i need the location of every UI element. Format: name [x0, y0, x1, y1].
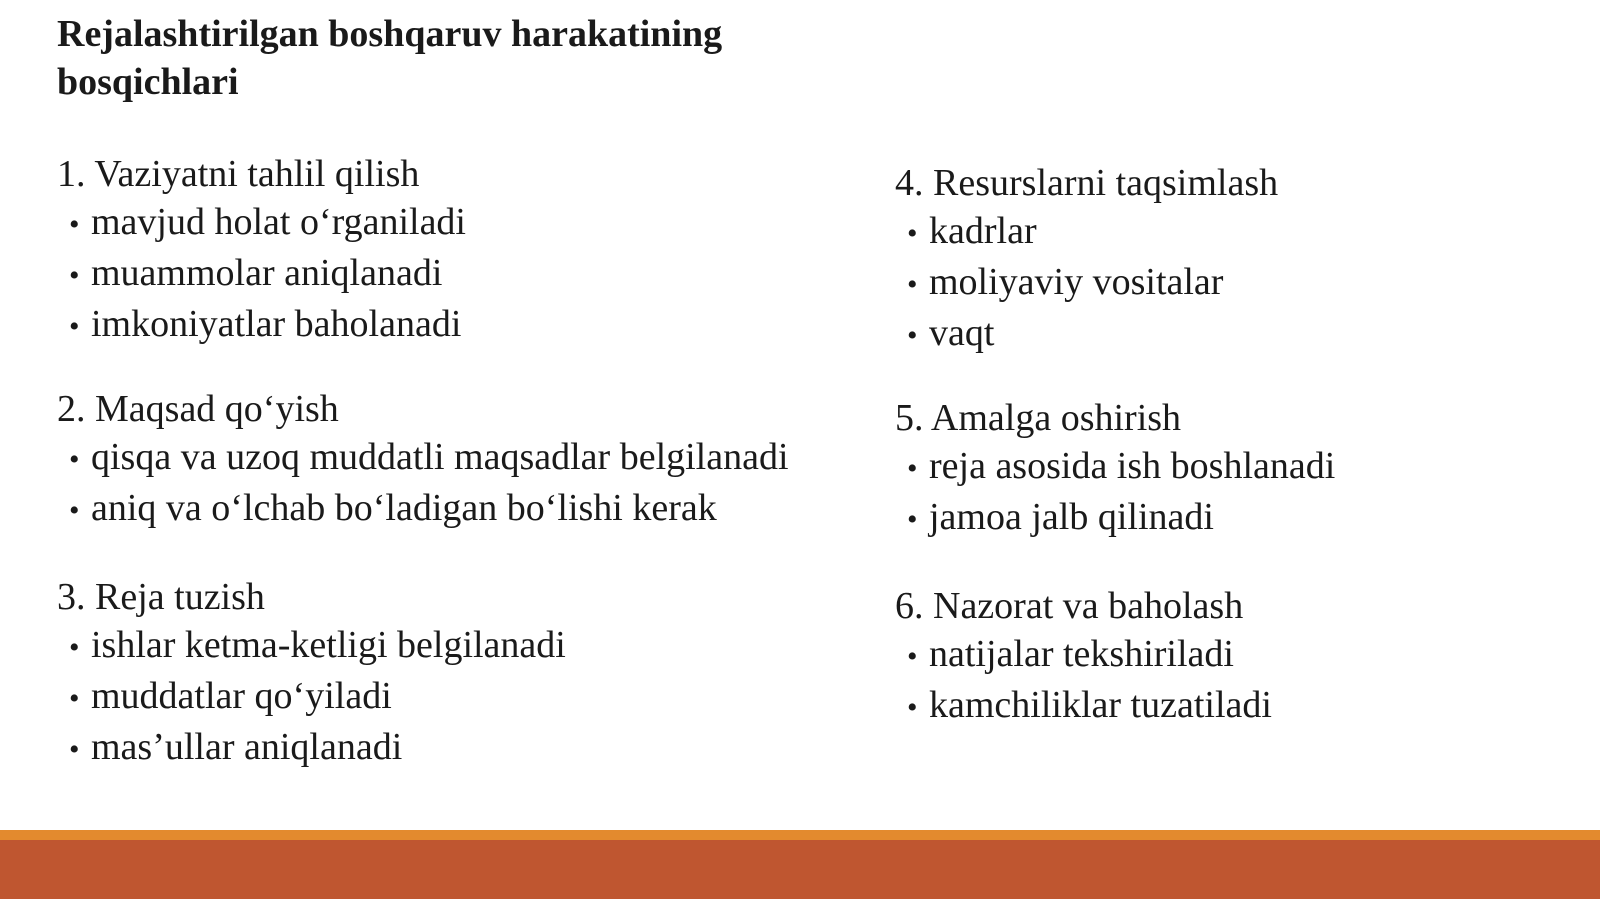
list-item-text: muammolar aniqlanadi [91, 252, 443, 294]
list-item [895, 681, 1555, 732]
bullet-icon: • [69, 494, 80, 527]
list-item-text: aniq va o‘lchab bo‘ladigan bo‘lishi kerak [91, 487, 717, 529]
list-item [57, 723, 847, 774]
section-1 [57, 150, 847, 351]
list-item-text: kamchiliklar tuzatiladi [929, 684, 1272, 726]
list-item [895, 207, 1555, 258]
list-item [57, 249, 847, 300]
list-item-text: vaqt [929, 312, 995, 354]
bullet-icon: • [907, 452, 918, 485]
list-item-text: muddatlar qo‘yiladi [91, 675, 392, 717]
list-item [57, 433, 847, 484]
bullet-icon: • [907, 691, 918, 724]
list-item [895, 493, 1555, 544]
footer-band [0, 840, 1600, 899]
section-heading: 3. Reja tuzish [57, 576, 265, 618]
section-4 [895, 159, 1555, 360]
list-item-text: jamoa jalb qilinadi [929, 496, 1214, 538]
list-item [57, 300, 847, 351]
bullet-icon: • [69, 682, 80, 715]
section-3 [57, 573, 847, 774]
list-item-text: qisqa va uzoq muddatli maqsadlar belgilanadi [91, 436, 789, 478]
list-item [57, 484, 847, 535]
bullet-icon: • [69, 310, 80, 343]
section-heading: 4. Resurslarni taqsimlash [895, 162, 1279, 204]
bullet-list [57, 198, 847, 351]
list-item [57, 198, 847, 249]
bullet-list [895, 442, 1555, 544]
list-item-text: mavjud holat o‘rganiladi [91, 201, 466, 243]
bullet-icon: • [69, 443, 80, 476]
list-item-text: ishlar ketma-ketligi belgilanadi [91, 624, 566, 666]
bullet-icon: • [907, 268, 918, 301]
bullet-icon: • [69, 208, 80, 241]
bullet-icon: • [69, 733, 80, 766]
bullet-icon: • [907, 640, 918, 673]
list-item-text: mas’ullar aniqlanadi [91, 726, 403, 768]
list-item [895, 442, 1555, 493]
list-item-text: reja asosida ish boshlanadi [929, 445, 1336, 487]
section-heading: 1. Vaziyatni tahlil qilish [57, 153, 420, 195]
list-item-text: kadrlar [929, 210, 1037, 252]
section-5 [895, 394, 1555, 544]
list-item-text: natijalar tekshiriladi [929, 633, 1234, 675]
list-item-text: moliyaviy vositalar [929, 261, 1224, 303]
section-2 [57, 385, 847, 535]
bullet-list [895, 207, 1555, 360]
list-item [895, 630, 1555, 681]
bullet-icon: • [907, 217, 918, 250]
list-item [57, 672, 847, 723]
bullet-list [57, 433, 847, 535]
bullet-list [57, 621, 847, 774]
list-item [895, 309, 1555, 360]
bullet-icon: • [907, 319, 918, 352]
list-item [895, 258, 1555, 309]
list-item [57, 621, 847, 672]
section-6 [895, 582, 1555, 732]
slide-title: Rejalashtirilgan boshqaruv harakatining bosqichlari [57, 13, 723, 103]
section-heading: 5. Amalga oshirish [895, 397, 1182, 439]
list-item-text: imkoniyatlar baholanadi [91, 303, 462, 345]
section-heading: 2. Maqsad qo‘yish [57, 388, 339, 430]
bullet-icon: • [69, 631, 80, 664]
section-heading: 6. Nazorat va baholash [895, 585, 1244, 627]
footer-accent-line [0, 830, 1600, 840]
bullet-icon: • [69, 259, 80, 292]
bullet-list [895, 630, 1555, 732]
bullet-icon: • [907, 503, 918, 536]
